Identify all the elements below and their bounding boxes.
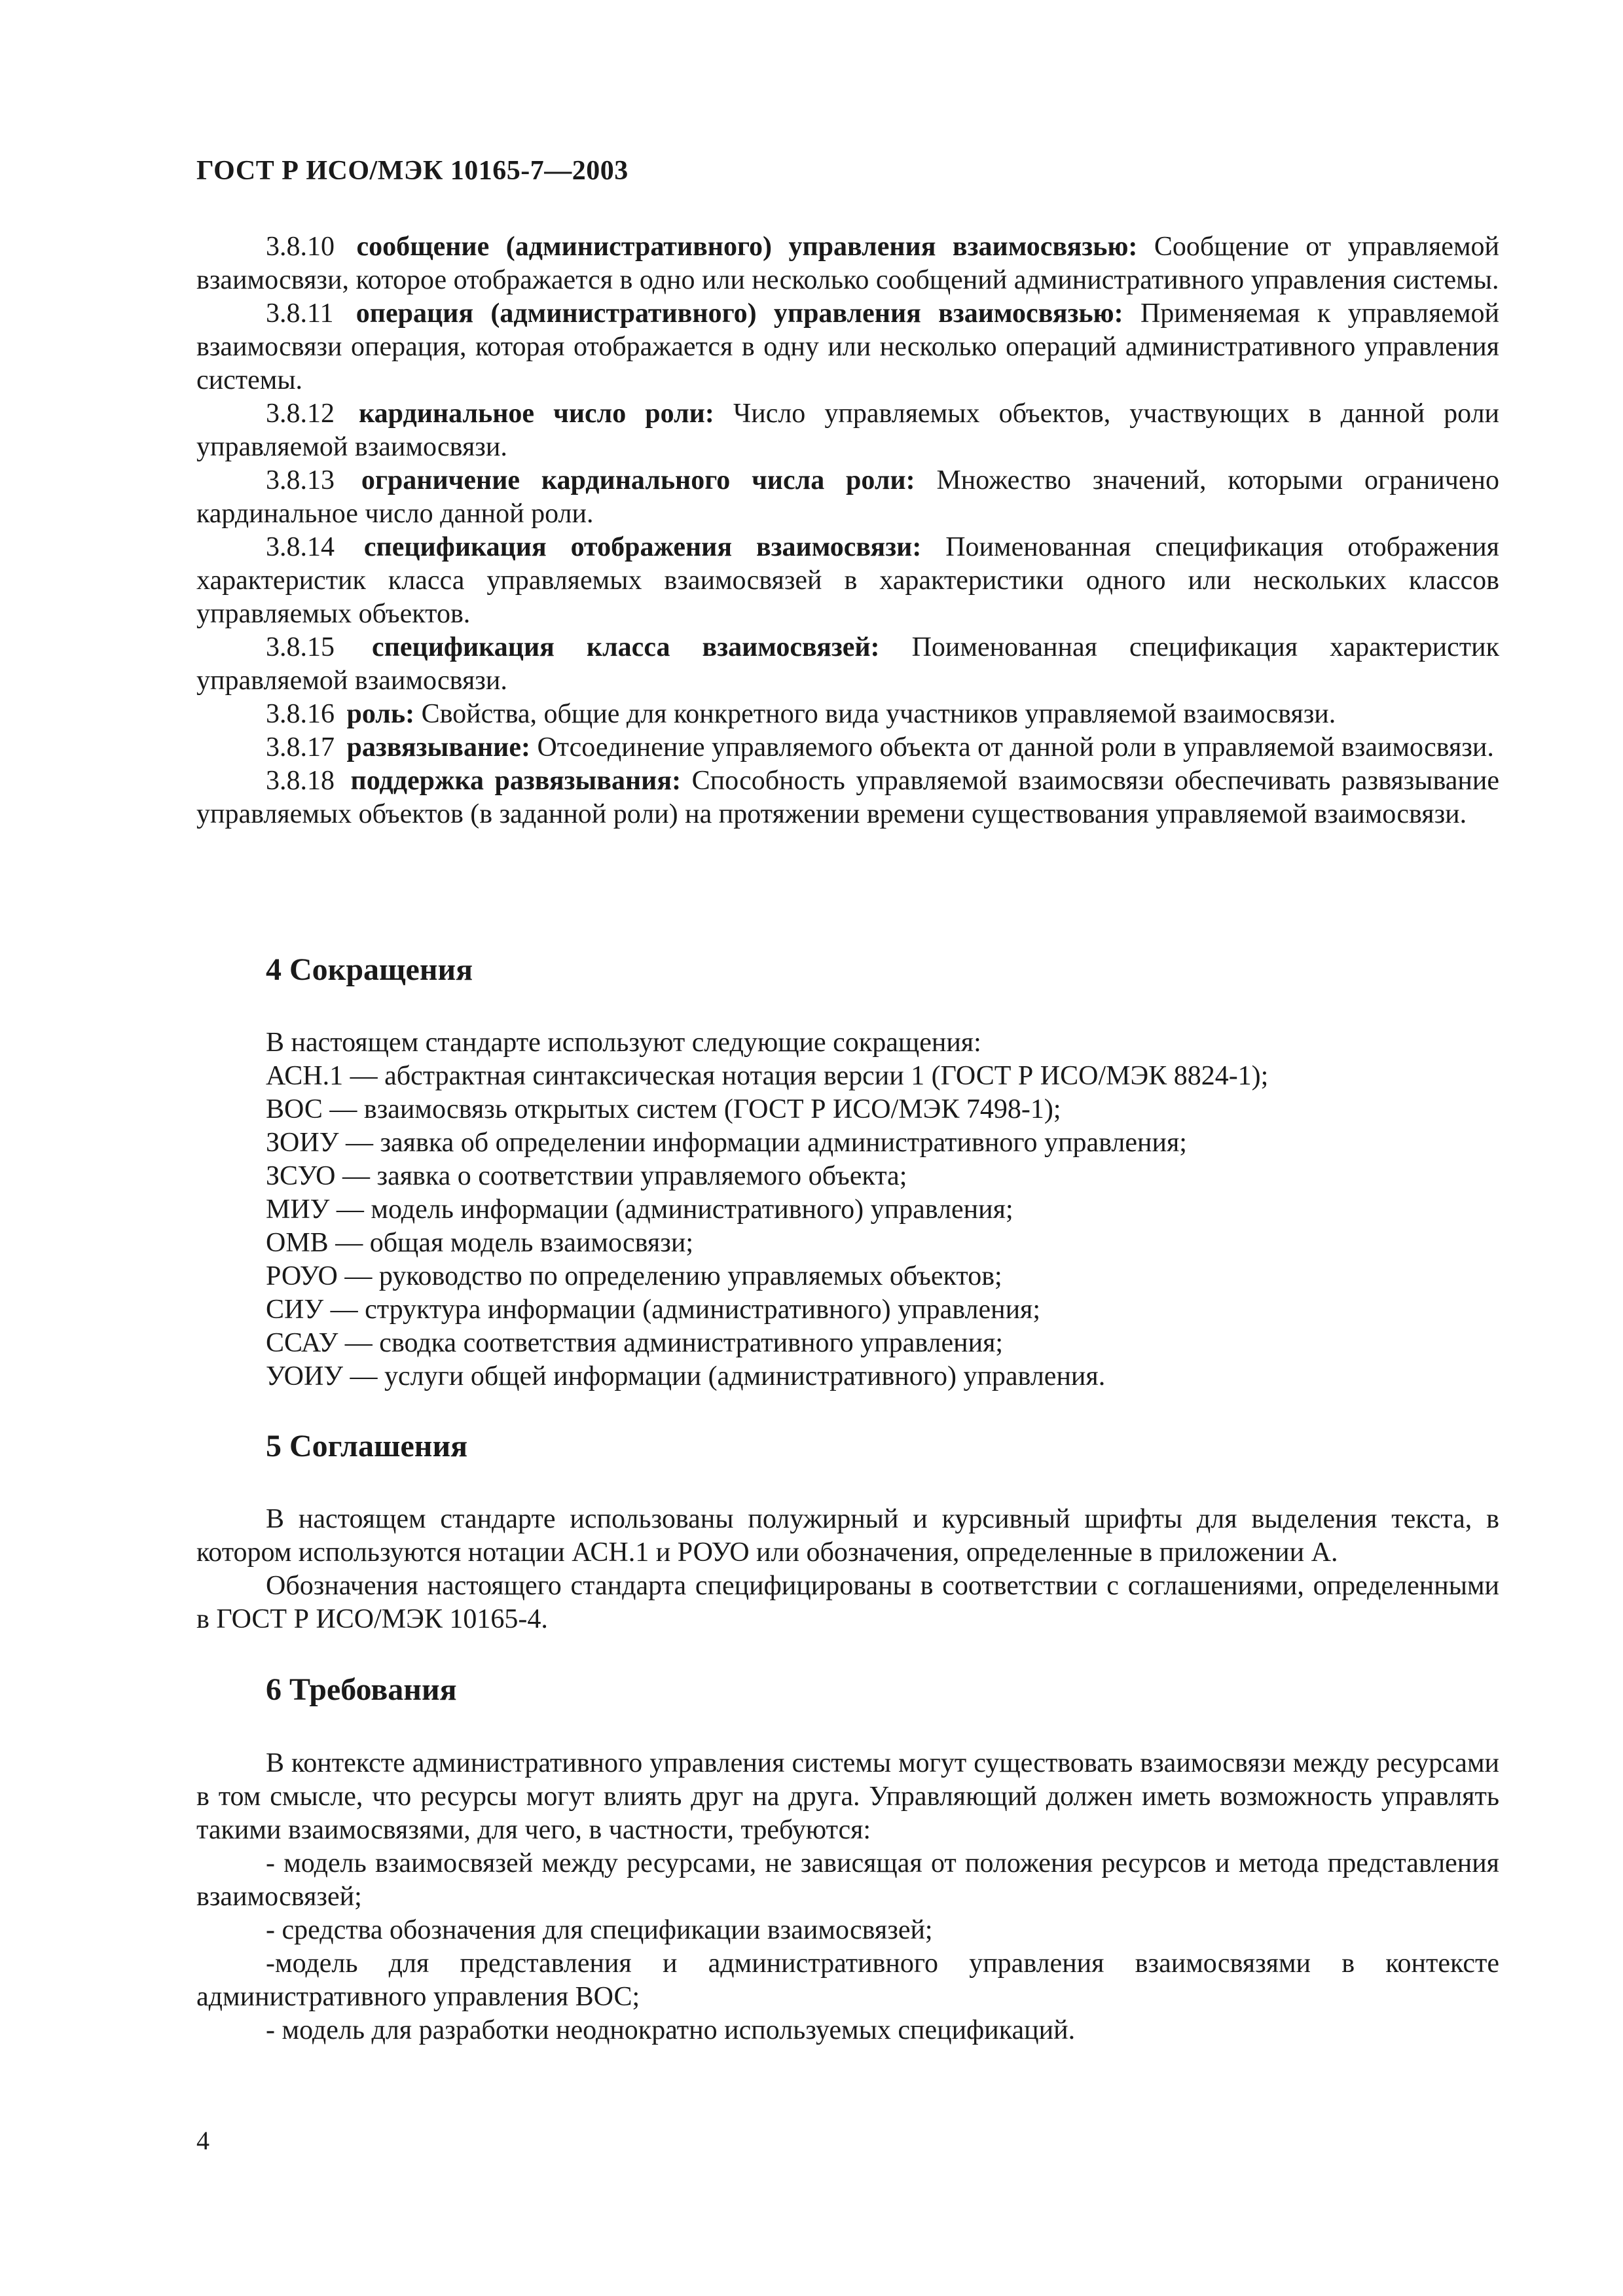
definition-text: Поименованная спецификация отображения характеристик класса управляемых взаимосвязей в характеристики одного или нескольких классов управляемых объектов. (196, 532, 1500, 629)
definition-item (196, 531, 1499, 631)
definition-text: Поименованная спецификация характеристик управляемой взаимосвязи. (196, 632, 1500, 696)
definition-text: Сообщение от управляемой взаимосвязи, которое отображается в одно или несколько сообщений административного управления системы. (196, 232, 1499, 295)
definition-term: развязывание: (346, 732, 530, 762)
definition-text: Свойства, общие для конкретного вида участников управляемой взаимосвязи. (421, 699, 1336, 729)
definition-item (196, 698, 1499, 731)
list-item: ВОС — взаимосвязь открытых систем (ГОСТ Р ИСО/МЭК 7498-1); (266, 1094, 1061, 1124)
definition-term: кардинальное число роли: (359, 399, 714, 429)
list-item: ОМВ — общая модель взаимосвязи; (266, 1228, 693, 1258)
running-header: ГОСТ Р ИСО/МЭК 10165-7—2003 (196, 156, 629, 186)
abbreviations-intro: В настоящем стандарте используют следующие сокращения: (266, 1028, 981, 1058)
definition-term: спецификация класса взаимосвязей: (372, 632, 880, 662)
page-number: 4 (196, 2126, 210, 2155)
definition-term: ограничение кардинального числа роли: (361, 465, 915, 495)
definition-term: операция (административного) управления взаимосвязью: (356, 298, 1123, 329)
section-heading-conventions: 5 Соглашения (266, 1429, 468, 1463)
definition-number: 3.8.16 (266, 699, 335, 729)
list-item: МИУ — модель информации (административного) управления; (266, 1194, 1013, 1225)
paragraph: Обозначения настоящего стандарта специфицированы в соответствии с соглашениями, определенными в ГОСТ Р ИСО/МЭК 10165-4. (196, 1571, 1499, 1634)
definition-text: Отсоединение управляемого объекта от данной роли в управляемой взаимосвязи. (537, 732, 1494, 762)
definition-number: 3.8.10 (266, 232, 335, 262)
definition-term: роль: (346, 699, 415, 729)
definition-item (196, 297, 1499, 397)
list-item: СИУ — структура информации (административного) управления; (266, 1295, 1041, 1325)
list-item: УОИУ — услуги общей информации (административного) управления. (266, 1361, 1106, 1391)
conventions-text (196, 1503, 1499, 1636)
paragraph: В контексте административного управления системы могут существовать взаимосвязи между ресурсами в том смысле, что ресурсы могут влиять друг на друга. Управляющий должен иметь возможность управлять такими взаимосвязями, для чего, в частности, требуются: (196, 1748, 1499, 1845)
definition-item (196, 631, 1499, 698)
list-item: ЗОИУ — заявка об определении информации административного управления; (266, 1128, 1187, 1158)
definition-item (196, 397, 1499, 464)
definition-number: 3.8.14 (266, 532, 335, 562)
paragraph: - средства обозначения для спецификации взаимосвязей; (266, 1915, 933, 1945)
definition-number: 3.8.18 (266, 766, 335, 796)
definition-text: Множество значений, которыми ограничено кардинальное число данной роли. (196, 465, 1500, 529)
definition-number: 3.8.13 (266, 465, 335, 495)
requirements-text (196, 1747, 1499, 2047)
definition-term: поддержка развязывания: (350, 766, 682, 796)
definition-number: 3.8.11 (266, 298, 334, 329)
definition-number: 3.8.12 (266, 399, 335, 429)
definition-item (196, 464, 1499, 531)
paragraph: - модель взаимосвязей между ресурсами, не зависящая от положения ресурсов и метода представления взаимосвязей; (196, 1848, 1499, 1912)
list-item: АСН.1 — абстрактная синтаксическая нотация версии 1 (ГОСТ Р ИСО/МЭК 8824-1); (266, 1061, 1269, 1091)
paragraph: В настоящем стандарте использованы полужирный и курсивный шрифты для выделения текста, в котором используются нотации АСН.1 и РОУО или обозначения, определенные в приложении А. (196, 1504, 1499, 1568)
abbreviations-list (266, 1026, 1499, 1393)
section-heading-requirements: 6 Требования (266, 1672, 457, 1707)
definition-number: 3.8.15 (266, 632, 335, 662)
definition-term: сообщение (административного) управления взаимосвязью: (356, 232, 1138, 262)
definition-number: 3.8.17 (266, 732, 335, 762)
list-item: ЗСУО — заявка о соответствии управляемого объекта; (266, 1161, 907, 1191)
list-item: ССАУ — сводка соответствия административного управления; (266, 1328, 1004, 1358)
definition-text: Число управляемых объектов, участвующих в данной роли управляемой взаимосвязи. (196, 399, 1500, 462)
list-item: РОУО — руководство по определению управляемых объектов; (266, 1261, 1002, 1291)
definition-item (196, 230, 1499, 297)
definition-term: спецификация отображения взаимосвязи: (363, 532, 922, 562)
paragraph: - модель для разработки неоднократно используемых спецификаций. (266, 2015, 1076, 2045)
definitions-list (196, 230, 1499, 831)
definition-text: Способность управляемой взаимосвязи обеспечивать развязывание управляемых объектов (в заданной роли) на протяжении времени существования управляемой взаимосвязи. (196, 766, 1500, 829)
document-page (196, 0, 1499, 2296)
definition-item (196, 764, 1499, 831)
definition-text: Применяемая к управляемой взаимосвязи операция, которая отображается в одну или несколько операций административного управления системы. (196, 298, 1500, 395)
definition-item (196, 731, 1499, 764)
paragraph: -модель для представления и административного управления взаимосвязями в контексте административного управления ВОС; (196, 1948, 1499, 2012)
section-heading-abbreviations: 4 Сокращения (266, 952, 473, 987)
